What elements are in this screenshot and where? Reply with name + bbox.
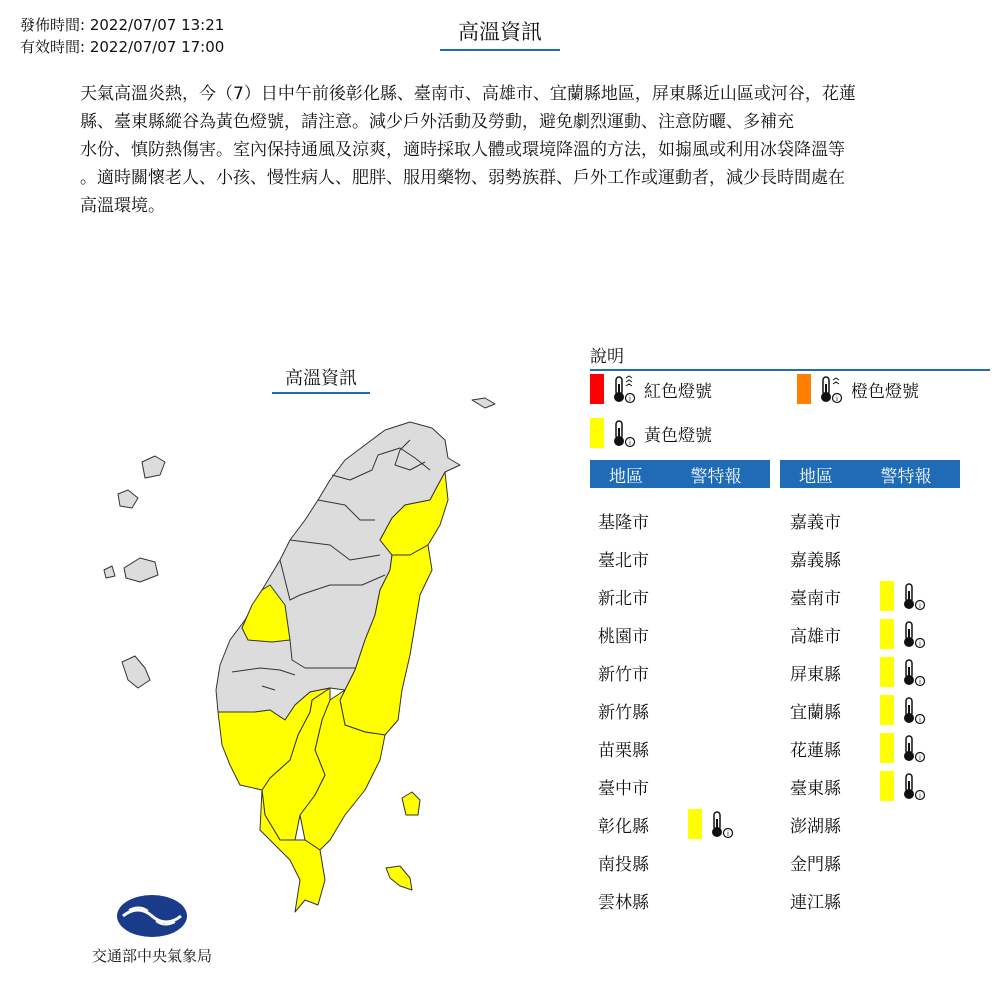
region-row	[598, 809, 742, 839]
legend-yellow	[590, 416, 712, 450]
region-name: 苗栗縣	[598, 740, 649, 761]
svg-text:i: i	[919, 754, 921, 762]
region-row	[790, 885, 880, 915]
region-row	[598, 543, 688, 573]
region-name: 金門縣	[790, 854, 841, 875]
table-header-right	[780, 460, 960, 488]
region-row	[790, 695, 934, 725]
map-island-penghu-5	[122, 656, 150, 688]
legend-red-label: 紅色燈號	[644, 381, 712, 402]
region-row	[598, 771, 688, 801]
yellow-warning-indicator	[880, 695, 934, 725]
region-name: 新竹市	[598, 664, 649, 685]
taiwan-map	[90, 385, 510, 925]
thermometer-icon	[900, 619, 926, 649]
header-area: 地區	[609, 466, 643, 487]
yellow-swatch	[880, 657, 894, 687]
thermometer-icon	[817, 374, 843, 404]
map-island-guishan	[472, 398, 495, 408]
advisory-text	[80, 80, 920, 220]
map-island-penghu-4	[104, 566, 115, 578]
yellow-swatch	[880, 771, 894, 801]
legend-orange-label: 橙色燈號	[851, 381, 919, 402]
yellow-swatch	[688, 809, 702, 839]
region-name: 花蓮縣	[790, 740, 841, 761]
region-row	[790, 847, 880, 877]
region-name: 臺北市	[598, 550, 649, 571]
table-header-left	[590, 460, 770, 488]
map-island-penghu-1	[142, 456, 165, 478]
header-meta	[20, 14, 224, 58]
cwb-logo-icon	[115, 894, 189, 938]
region-row	[598, 733, 688, 763]
region-name: 宜蘭縣	[790, 702, 841, 723]
svg-text:i: i	[919, 602, 921, 610]
region-row	[598, 581, 688, 611]
map-island-orchid	[386, 866, 412, 890]
svg-text:i: i	[919, 792, 921, 800]
region-name: 新北市	[598, 588, 649, 609]
legend-yellow-label: 黃色燈號	[644, 425, 712, 446]
legend-title: 說明	[590, 342, 990, 371]
region-row	[598, 505, 688, 535]
region-name: 臺中市	[598, 778, 649, 799]
svg-text:i: i	[836, 395, 838, 403]
advisory-line: 天氣高溫炎熱，今（7）日中午前後彰化縣、臺南市、高雄市、宜蘭縣地區，屏東縣近山區或河谷，花蓮	[80, 84, 856, 104]
thermometer-icon	[900, 695, 926, 725]
legend-yellow-swatch	[590, 418, 604, 448]
svg-text:i: i	[629, 439, 631, 447]
yellow-swatch	[880, 733, 894, 763]
thermometer-icon	[900, 581, 926, 611]
region-name: 臺南市	[790, 588, 841, 609]
valid-time: 有效時間: 2022/07/07 17:00	[20, 38, 225, 56]
thermometer-icon	[610, 374, 636, 404]
legend-orange	[797, 372, 919, 406]
region-name: 嘉義市	[790, 512, 841, 533]
map-island-penghu-3	[124, 558, 158, 582]
agency-name: 交通部中央氣象局	[91, 947, 212, 965]
region-row	[598, 619, 688, 649]
yellow-swatch	[880, 619, 894, 649]
region-row	[790, 733, 934, 763]
region-name: 桃園市	[598, 626, 649, 647]
region-row	[790, 619, 934, 649]
region-name: 臺東縣	[790, 778, 841, 799]
region-name: 南投縣	[598, 854, 649, 875]
svg-text:i: i	[919, 640, 921, 648]
yellow-swatch	[880, 581, 894, 611]
svg-text:i: i	[919, 678, 921, 686]
thermometer-icon	[900, 657, 926, 687]
region-name: 澎湖縣	[790, 816, 841, 837]
yellow-swatch	[880, 695, 894, 725]
region-row	[790, 771, 934, 801]
region-name: 嘉義縣	[790, 550, 841, 571]
yellow-warning-indicator	[880, 619, 934, 649]
map-island-penghu-2	[118, 490, 138, 508]
region-row	[790, 543, 880, 573]
region-row	[790, 581, 934, 611]
legend-red	[590, 372, 712, 406]
region-row	[598, 695, 688, 725]
thermometer-icon	[708, 809, 734, 839]
map-island-greenisland	[402, 792, 420, 815]
legend-red-swatch	[590, 374, 604, 404]
region-row	[598, 657, 688, 687]
region-row	[598, 847, 688, 877]
issued-time: 發佈時間: 2022/07/07 13:21	[20, 16, 225, 34]
region-row	[598, 885, 688, 915]
thermometer-icon	[900, 771, 926, 801]
region-row	[790, 809, 880, 839]
thermometer-icon	[610, 418, 636, 448]
region-name: 雲林縣	[598, 892, 649, 913]
header-warning: 警特報	[690, 466, 742, 487]
region-name: 彰化縣	[598, 816, 649, 837]
map-title: 高溫資訊	[272, 364, 370, 394]
legend-orange-swatch	[797, 374, 811, 404]
yellow-warning-indicator	[880, 657, 934, 687]
region-name: 新竹縣	[598, 702, 649, 723]
region-name: 高雄市	[790, 626, 841, 647]
advisory-line: 高溫環境。	[80, 196, 165, 216]
region-name: 屏東縣	[790, 664, 841, 685]
page-title: 高溫資訊	[440, 16, 560, 51]
header-warning: 警特報	[880, 466, 932, 487]
yellow-warning-indicator	[880, 771, 934, 801]
yellow-warning-indicator	[688, 809, 742, 839]
advisory-line: 。適時關懷老人、小孩、慢性病人、肥胖、服用藥物、弱勢族群、戶外工作或運動者，減少長時間處在	[80, 168, 845, 188]
svg-text:i: i	[727, 830, 729, 838]
thermometer-icon	[900, 733, 926, 763]
yellow-warning-indicator	[880, 733, 934, 763]
advisory-line: 水份、慎防熱傷害。室內保持通風及涼爽，適時採取人體或環境降溫的方法，如搧風或利用冰袋降溫等	[80, 140, 845, 160]
svg-text:i: i	[629, 395, 631, 403]
header-area: 地區	[799, 466, 833, 487]
svg-text:i: i	[919, 716, 921, 724]
region-name: 基隆市	[598, 512, 649, 533]
region-row	[790, 657, 934, 687]
region-row	[790, 505, 880, 535]
advisory-line: 縣、臺東縣縱谷為黃色燈號，請注意。減少戶外活動及勞動，避免劇烈運動、注意防曬、多補充	[80, 112, 794, 132]
region-name: 連江縣	[790, 892, 841, 913]
yellow-warning-indicator	[880, 581, 934, 611]
